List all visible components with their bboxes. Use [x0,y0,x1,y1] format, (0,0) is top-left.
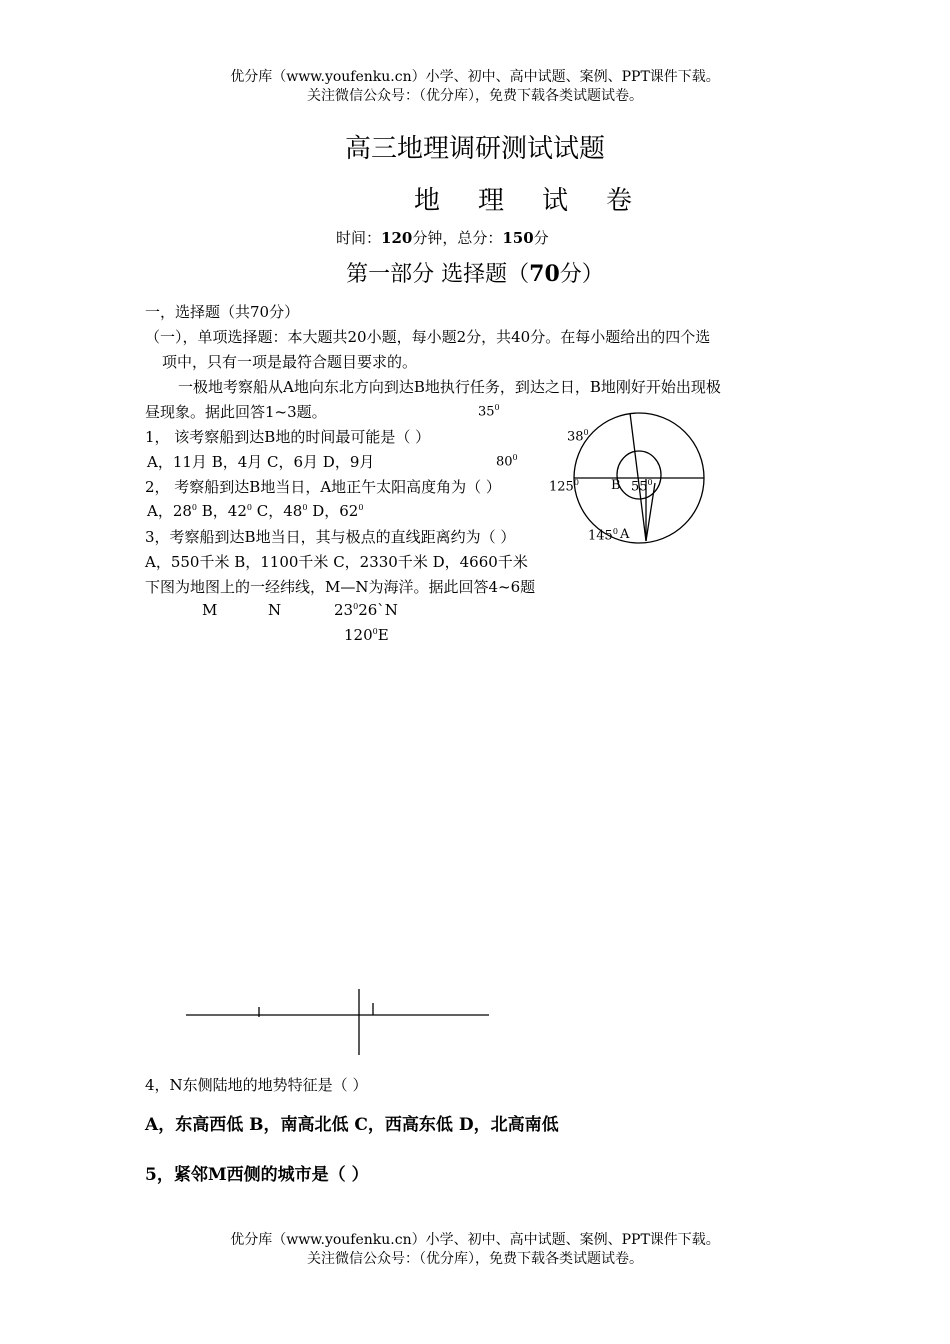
passage-1-line-1: 一极地考察船从A地向东北方向到达B地执行任务，到达之日，B地刚好开始出现极 [178,378,721,396]
question-4-options: A，东高西低 B，南高北低 C，西高东低 D，北高南低 [145,1115,559,1135]
time-label: 时间： [336,229,382,247]
degree-mark: 0 [191,503,198,512]
header-line-1: 优分库（www.youfenku.cn）小学、初中、高中试题、案例、PPT课件下载。 [230,69,720,85]
map-label-N: N [268,601,282,619]
label-125: $125^0$ [549,478,579,495]
label-B: B [611,478,621,493]
exam-title: 高三地理调研测试试题 [344,134,605,164]
label-145: $145^0$ [588,527,618,544]
label-35: $35^0$ [478,403,500,420]
option-c: C，48 [252,502,303,520]
subtitle-char: 试 [542,186,569,216]
question-3-stem: 3，考察船到达B地当日，其与极点的直线距离约为（ ） [145,528,516,546]
map-label-M: M [202,601,218,619]
map-label-latitude: $23^026`N$ [334,601,398,619]
exam-meta [336,227,549,248]
time-unit: 分钟，总分： [412,229,503,247]
degree-mark: 0 [302,503,308,512]
label-38: $38^0$ [567,428,589,445]
score-unit: 分 [533,229,549,247]
header-line-2: 关注微信公众号：（优分库），免费下载各类试题试卷。 [307,88,643,104]
question-1-stem: 1， 该考察船到达B地的时间最可能是（ ） [145,428,431,446]
subtitle-char: 地 [414,186,441,216]
degree-mark: 0 [246,503,252,512]
latitude-longitude-lines [180,985,500,1060]
label-80: $80^0$ [496,453,518,470]
instruction-line-1: （一），单项选择题：本大题共20小题，每小题2分，共40分。在每小题给出的四个选 [145,328,711,346]
question-2-options [147,500,363,521]
section-title-prefix: 第一部分 选择题（ [346,262,530,287]
score-value: 150 [502,229,534,247]
meridian-line [630,413,646,541]
option-a: A，28 [147,502,192,520]
footer-line-1: 优分库（www.youfenku.cn）小学、初中、高中试题、案例、PPT课件下载。 [230,1232,720,1248]
label-55: $55^0$ [631,478,653,495]
label-A: A [620,527,630,542]
option-d: D，62 [307,502,359,520]
part-heading: 一，选择题（共70分） [145,303,300,321]
exam-subtitle [414,180,670,217]
footer-line-2: 关注微信公众号：（优分库），免费下载各类试题试卷。 [307,1251,643,1267]
map-label-longitude: $120^0E$ [344,626,389,644]
time-value: 120 [381,229,413,247]
passage-2: 下图为地图上的一经纬线，M—N为海洋。据此回答4~6题 [145,578,536,596]
passage-1-line-2: 昼现象。据此回答1~3题。 [145,403,327,421]
question-3-options: A，550千米 B，1100千米 C，2330千米 D，4660千米 [145,553,528,571]
degree-mark: 0 [358,503,364,512]
question-4-stem: 4，N东侧陆地的地势特征是（ ） [145,1076,368,1094]
section-title-suffix: 分） [559,262,604,287]
question-2-stem: 2， 考察船到达B地当日，A地正午太阳高度角为（ ） [145,478,501,496]
section-points: 70 [529,261,560,287]
subtitle-char: 卷 [606,186,633,216]
option-b: B，42 [197,502,247,520]
section-title [0,257,950,288]
subtitle-char: 理 [478,186,505,216]
question-5-stem: 5，紧邻M西侧的城市是（ ） [145,1165,369,1185]
question-1-options: A，11月 B，4月 C，6月 D，9月 [147,453,375,471]
instruction-line-2: 项中，只有一项是最符合题目要求的。 [162,353,418,371]
